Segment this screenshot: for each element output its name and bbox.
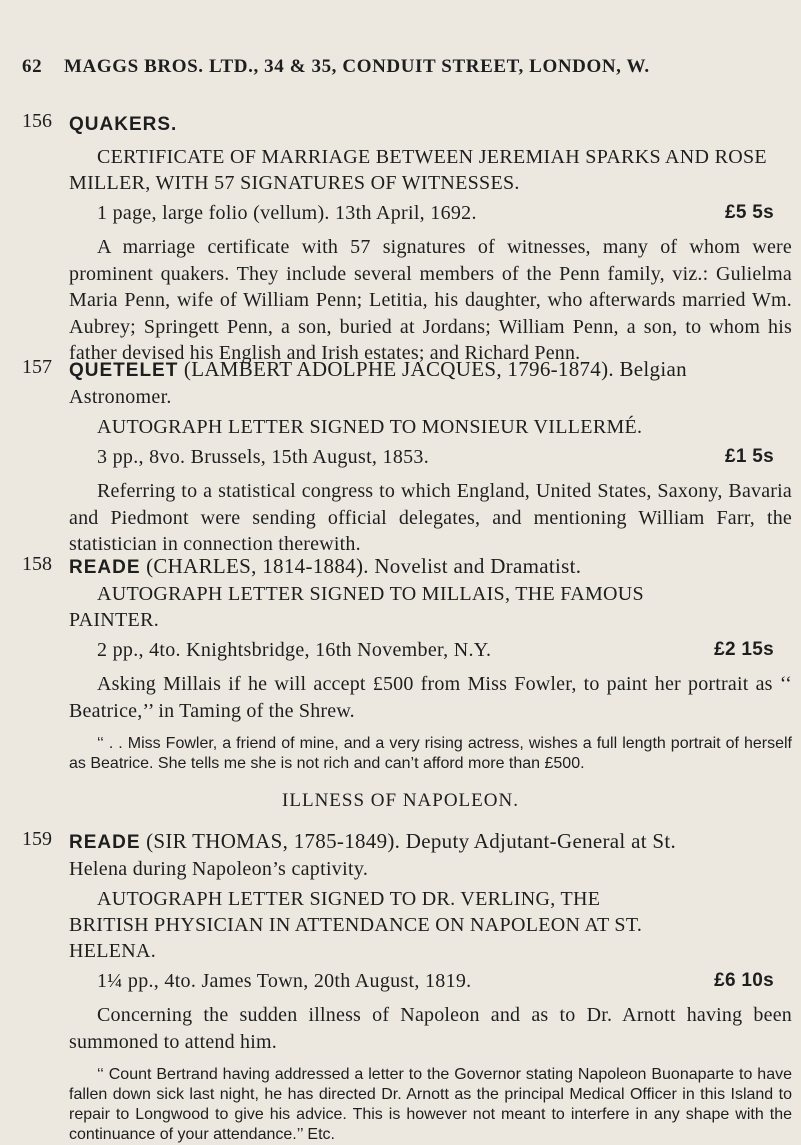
entry-name: QUETELET xyxy=(69,360,179,381)
entry-title-line-1: AUTOGRAPH LETTER SIGNED TO DR. VERLING, THE xyxy=(97,888,601,910)
entry-number: 158 xyxy=(22,553,52,575)
entry-quotation: ‘‘ . . Miss Fowler, a friend of mine, and a very rising actress, wishes a full length portrait of herself as Beatrice. She tells me she is not rich and can’t afford more than £500. xyxy=(69,735,792,772)
header-text: MAGGS BROS. LTD., 34 & 35, CONDUIT STREET, LONDON, W. xyxy=(64,56,650,77)
entry-name: QUAKERS. xyxy=(69,114,178,135)
entry-price: £2 15s xyxy=(714,639,774,660)
entry-number: 159 xyxy=(22,828,52,850)
entry-title: AUTOGRAPH LETTER SIGNED TO MONSIEUR VILLERMÉ. xyxy=(97,416,643,438)
entry-title-line-2: PAINTER. xyxy=(69,609,160,631)
entry-meta xyxy=(69,200,792,226)
entry-number: 157 xyxy=(22,356,52,378)
entry-description-line: 1¼ pp., 4to. James Town, 20th August, 1819. xyxy=(97,970,472,992)
entry-price: £5 5s xyxy=(724,202,774,223)
entry-meta xyxy=(69,968,792,994)
section-subheading: ILLNESS OF NAPOLEON. xyxy=(282,790,519,811)
entry-description: Concerning the sudden illness of Napoleon and as to Dr. Arnott having been summoned to attend him. xyxy=(69,1004,792,1053)
entry-description: Asking Millais if he will accept £500 from Miss Fowler, to paint her portrait as ‘‘ Beatrice,’’ in Taming of the Shrew. xyxy=(69,673,792,722)
entry-heading xyxy=(69,553,792,581)
entry-title-line-1: AUTOGRAPH LETTER SIGNED TO MILLAIS, THE FAMOUS xyxy=(97,583,644,605)
catalogue-entry-156 xyxy=(22,110,792,367)
entry-description: Referring to a statistical congress to which England, United States, Saxony, Bavaria and Piedmont were sending official delegates, and mentioning William Farr, the statistician in connection therewith. xyxy=(69,480,792,555)
catalogue-entry-158 xyxy=(22,553,792,774)
entry-heading-text: (CHARLES, 1814-1884). Novelist and Dramatist. xyxy=(146,554,582,578)
entry-quotation: ‘‘ Count Bertrand having addressed a letter to the Governor stating Napoleon Buonaparte to have fallen down sick last night, he has directed Dr. Arnott as the principal Medical Officer in this Island to repair to Longwood to give his advice. This is however not meant to interfere in any shape with the continuance of your attendance.’’ Etc. xyxy=(69,1066,792,1143)
entry-number: 156 xyxy=(22,110,52,132)
catalogue-entry-159 xyxy=(22,828,792,1145)
entry-heading xyxy=(69,110,792,138)
entry-title-line-2: BRITISH PHYSICIAN IN ATTENDANCE ON NAPOLEON AT ST. xyxy=(69,914,643,936)
entry-name: READE xyxy=(69,832,141,853)
entry-price: £6 10s xyxy=(714,970,774,991)
entry-title: CERTIFICATE OF MARRIAGE BETWEEN JEREMIAH SPARKS AND ROSE MILLER, WITH 57 SIGNATURES OF WITNESSES. xyxy=(69,146,767,194)
entry-meta xyxy=(69,637,792,663)
page-number: 62 xyxy=(22,56,43,77)
entry-description-line: 3 pp., 8vo. Brussels, 15th August, 1853. xyxy=(97,446,430,468)
entry-description-line: 2 pp., 4to. Knightsbridge, 16th November, N.Y. xyxy=(97,639,492,661)
page-header xyxy=(22,56,782,78)
entry-heading-cont: Astronomer. xyxy=(69,386,172,408)
entry-heading-text: (LAMBERT ADOLPHE JACQUES, 1796-1874). Belgian xyxy=(183,357,687,381)
entry-heading xyxy=(69,356,792,384)
entry-description: A marriage certificate with 57 signatures of witnesses, many of whom were prominent quakers. They include several members of the Penn family, viz.: Gulielma Maria Penn, wife of William Penn; Letitia, his daughter, who afterwards married Wm. Aubrey; Springett Penn, a son, buried at Jordans; William Penn, a son, to whom his father devised his English and Irish estates; and Richard Penn. xyxy=(69,236,792,364)
entry-name: READE xyxy=(69,557,141,578)
entry-price: £1 5s xyxy=(724,446,774,467)
catalogue-entry-157 xyxy=(22,356,792,558)
entry-heading-cont: Helena during Napoleon’s captivity. xyxy=(69,858,369,880)
entry-title-line-3: HELENA. xyxy=(69,940,157,962)
entry-meta xyxy=(69,444,792,470)
entry-description-line: 1 page, large folio (vellum). 13th April, 1692. xyxy=(97,202,477,224)
entry-heading-text: (SIR THOMAS, 1785-1849). Deputy Adjutant-General at St. xyxy=(146,829,677,853)
entry-heading xyxy=(69,828,792,856)
